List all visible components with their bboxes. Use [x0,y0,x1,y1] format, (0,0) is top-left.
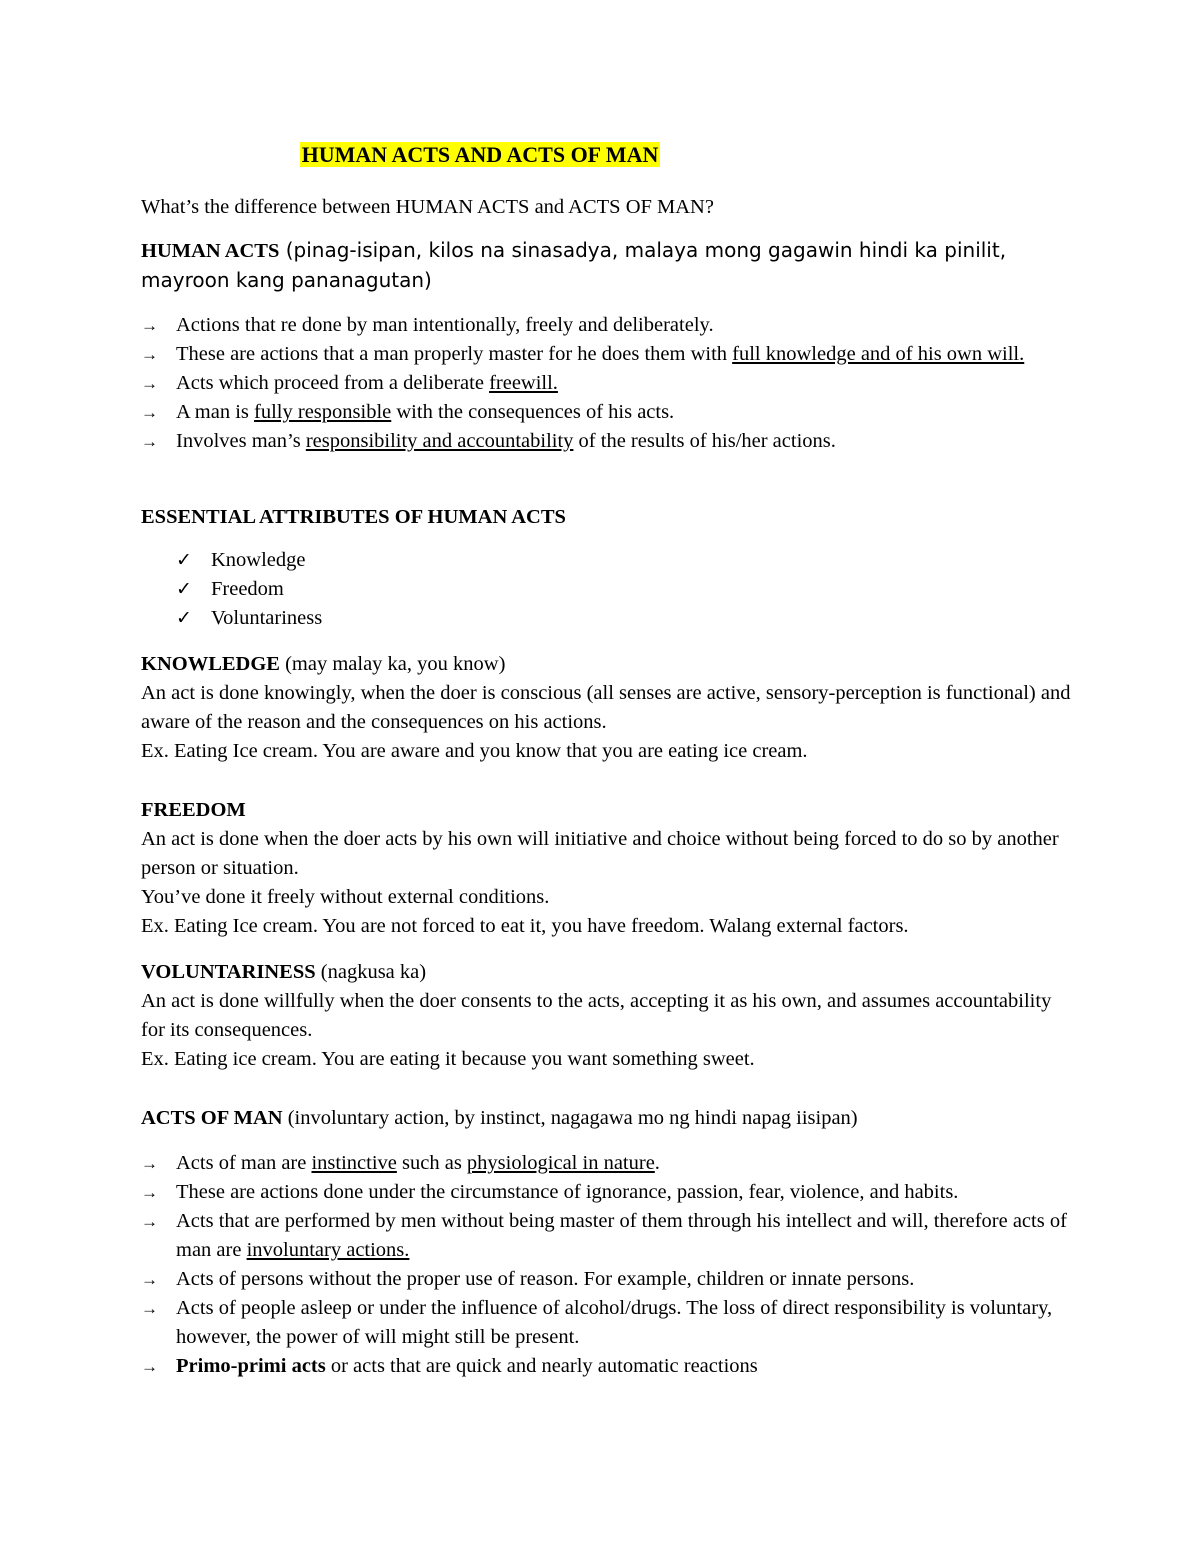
list-item-text: full knowledge and of his own will. [732,343,1025,365]
human-acts-list [141,311,1071,456]
human-acts-title: HUMAN ACTS [141,240,280,262]
list-item [141,398,1071,427]
freedom-text-2: You’ve done it freely without external conditions. [141,886,550,908]
arrow-icon: → [141,432,158,451]
arrow-icon: → [141,1357,158,1376]
voluntariness-text: An act is done willfully when the doer consents to the acts, accepting it as his own, and assumes accountability for its consequences. [141,990,1052,1041]
list-item [141,1352,1071,1381]
list-item [141,546,1071,575]
list-item-text: Acts which proceed from a deliberate [176,372,490,394]
knowledge-section [141,650,1071,766]
freedom-example: Ex. Eating Ice cream. You are not forced to eat it, you have freedom. Walang external factors. [141,915,909,937]
knowledge-heading: KNOWLEDGE [141,653,280,675]
list-item [141,340,1071,369]
attribute-label: Knowledge [211,549,306,571]
arrow-icon: → [141,1183,158,1202]
list-item-text: Acts that are performed by men without being master of them through his intellect and will, therefore acts of man are [176,1210,1067,1261]
arrow-icon: → [141,316,158,335]
attribute-label: Voluntariness [211,607,323,629]
freedom-heading: FREEDOM [141,799,246,821]
list-item-text: of the results of his/her actions. [573,430,836,452]
list-item-text: . [654,1152,660,1174]
list-item-text: involuntary actions. [246,1239,410,1261]
arrow-icon: → [141,1154,158,1173]
list-item-text: physiological in nature [466,1152,655,1174]
list-item-text: Involves man’s [176,430,306,452]
list-item-text: instinctive [311,1152,397,1174]
title-container [0,142,960,168]
list-item-text: Acts of people asleep or under the influence of alcohol/drugs. The loss of direct responsibility is voluntary, however, the power of will might still be present. [176,1297,1053,1348]
list-item-text: freewill. [489,372,558,394]
list-item-text: fully responsible [254,401,392,423]
freedom-section [141,796,1071,941]
arrow-icon: → [141,1212,158,1231]
list-item-text: Acts of man are [176,1152,312,1174]
list-item [141,369,1071,398]
voluntariness-example: Ex. Eating ice cream. You are eating it because you want something sweet. [141,1048,755,1070]
list-item-text: with the consequences of his acts. [391,401,675,423]
list-item [141,1294,1071,1352]
list-item-text: Acts of persons without the proper use of reason. For example, children or innate persons. [176,1268,915,1290]
list-item-text: such as [396,1152,467,1174]
list-item [141,1265,1071,1294]
list-item-text: responsibility and accountability [305,430,574,452]
attributes-list [141,546,1071,633]
list-item [141,311,1071,340]
arrow-icon: → [141,1299,158,1318]
list-item-text: Primo-primi acts [176,1355,326,1377]
list-item [141,604,1071,633]
list-item [141,575,1071,604]
question: What’s the difference between HUMAN ACTS and ACTS OF MAN? [141,196,714,218]
list-item-text: Actions that re done by man intentionally, freely and deliberately. [176,314,714,336]
human-acts-heading [141,236,1071,296]
check-icon: ✓ [176,549,192,571]
list-item-text: A man is [176,401,255,423]
list-item-text: or acts that are quick and nearly automatic reactions [325,1355,758,1377]
freedom-text: An act is done when the doer acts by his own will initiative and choice without being forced to do so by another person or situation. [141,828,1059,879]
arrow-icon: → [141,1270,158,1289]
acts-of-man-note: (involuntary action, by instinct, nagagawa mo ng hindi napag iisipan) [282,1107,858,1129]
attribute-label: Freedom [211,578,284,600]
arrow-icon: → [141,403,158,422]
list-item-text: These are actions that a man properly master for he does them with [176,343,733,365]
knowledge-example: Ex. Eating Ice cream. You are aware and you know that you are eating ice cream. [141,740,808,762]
list-item [141,1207,1071,1265]
list-item-text: These are actions done under the circumstance of ignorance, passion, fear, violence, and habits. [176,1181,959,1203]
list-item [141,1149,1071,1178]
human-acts-note: (pinag-isipan, kilos na sinasadya, malaya mong gagawin hindi ka pinilit, mayroon kang pananagutan) [141,238,1007,292]
knowledge-text: An act is done knowingly, when the doer is conscious (all senses are active, sensory-perception is functional) and aware of the reason and the consequences on his actions. [141,682,1071,733]
check-icon: ✓ [176,607,192,629]
acts-of-man-title: ACTS OF MAN [141,1107,283,1129]
voluntariness-section [141,958,1071,1074]
voluntariness-note: (nagkusa ka) [315,961,427,983]
knowledge-note: (may malay ka, you know) [279,653,506,675]
list-item [141,1178,1071,1207]
check-icon: ✓ [176,578,192,600]
acts-of-man-heading [141,1104,1071,1133]
acts-of-man-list [141,1149,1071,1381]
voluntariness-heading: VOLUNTARINESS [141,961,316,983]
page-title: HUMAN ACTS AND ACTS OF MAN [301,142,659,167]
list-item [141,427,1071,456]
arrow-icon: → [141,374,158,393]
attributes-heading: ESSENTIAL ATTRIBUTES OF HUMAN ACTS [141,506,566,528]
arrow-icon: → [141,345,158,364]
